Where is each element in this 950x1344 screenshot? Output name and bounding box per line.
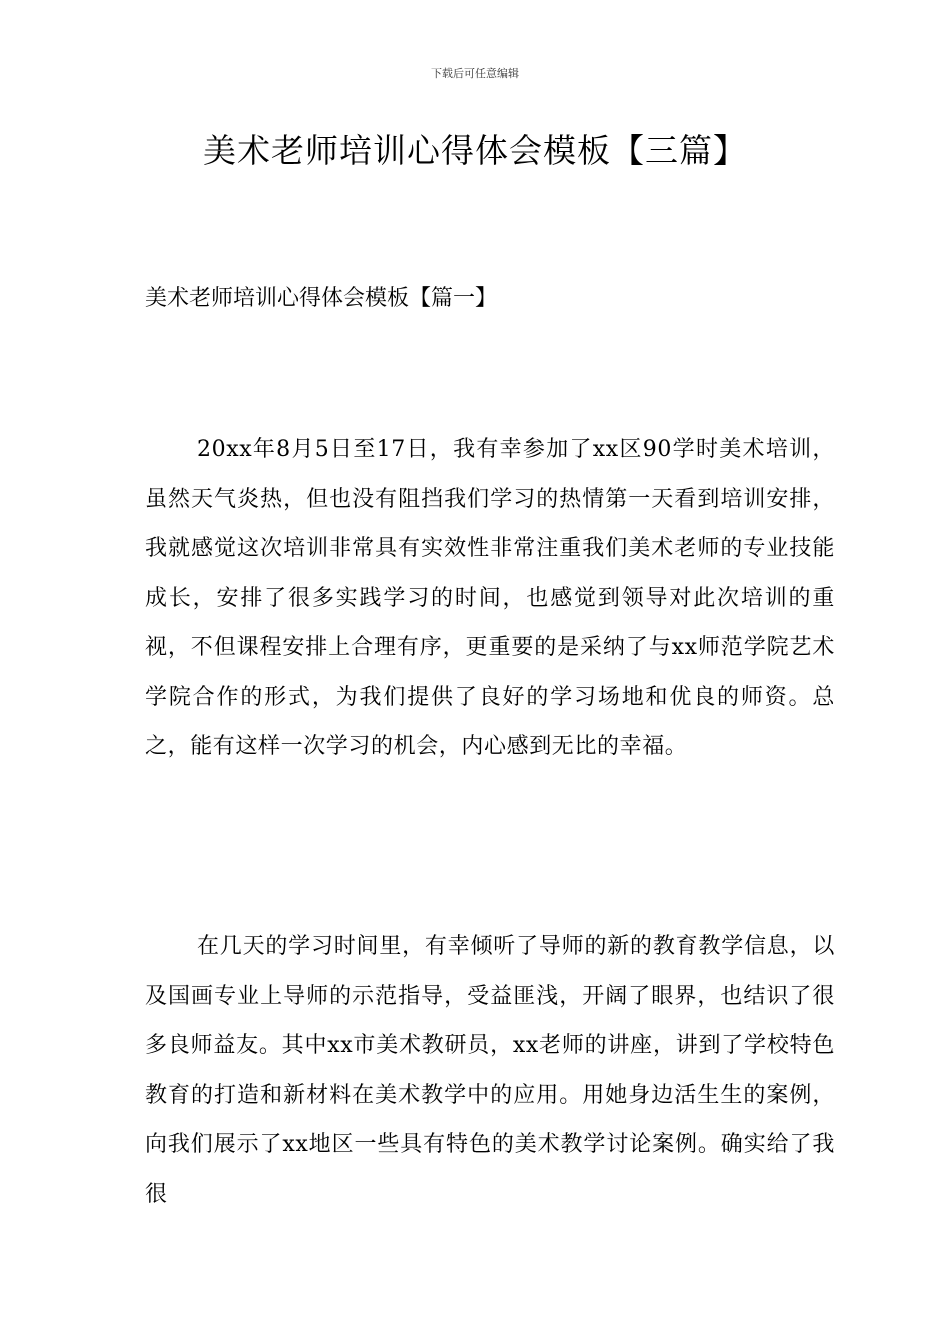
section-title: 美术老师培训心得体会模板【篇一】 [145, 286, 498, 311]
document-title: 美术老师培训心得体会模板【三篇】 [203, 131, 747, 170]
header-note: 下载后可任意编辑 [431, 67, 519, 80]
body-paragraph-2: 在几天的学习时间里，有幸倾听了导师的新的教育教学信息，以及国画专业上导师的示范指导，受益匪浅，开阔了眼界，也结识了很多良师益友。其中xx市美术教研员，xx老师的讲座，讲到了学校特色教育的打造和新材料在美术教学中的应用。用她身边活生生的案例，向我们展示了xx地区一些具有特色的美术教学讨论案例。确实给了我很 [145, 934, 835, 1207]
body-paragraph-1: 20xx年8月5日至17日，我有幸参加了xx区90学时美术培训，虽然天气炎热，但也没有阻挡我们学习的热情第一天看到培训安排，我就感觉这次培训非常具有实效性非常注重我们美术老师的专业技能成长，安排了很多实践学习的时间，也感觉到领导对此次培训的重视，不但课程安排上合理有序，更重要的是采纳了与xx师范学院艺术学院合作的形式，为我们提供了良好的学习场地和优良的师资。总之，能有这样一次学习的机会，内心感到无比的幸福。 [145, 437, 835, 759]
